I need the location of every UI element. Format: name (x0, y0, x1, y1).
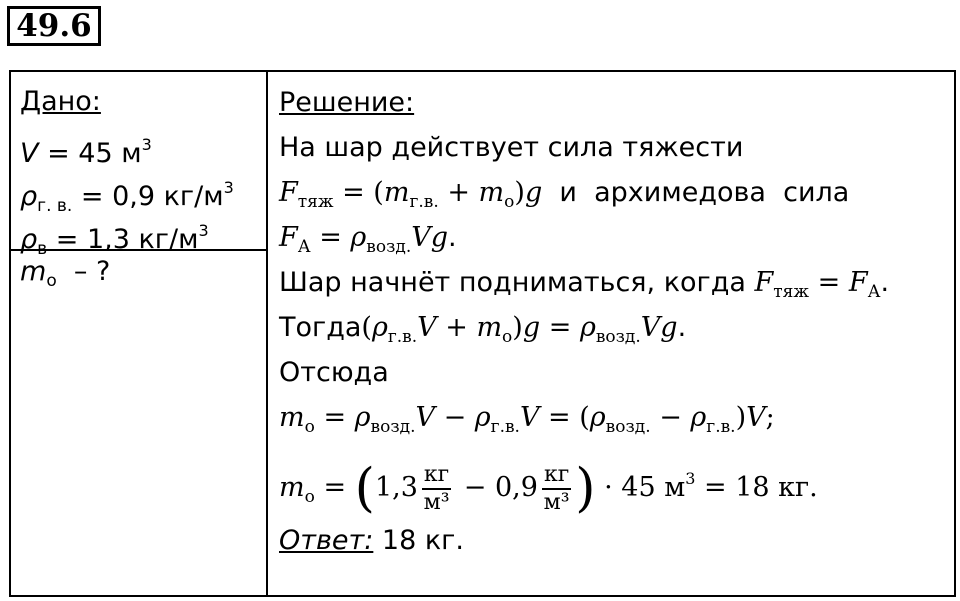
solution-line-2: $F_{тяж} = (m_{г.в.} + m_о)g$ и архимедова сила (279, 177, 850, 212)
given-heading: Дано: (20, 86, 101, 117)
solution-line-7: $m_о = \rho_{возд.}V - \rho_{г.в.}V = (\rho_{возд.} - \rho_{г.в.})V$; (279, 402, 775, 437)
solution-section (279, 80, 949, 563)
solution-heading: Решение: (279, 87, 415, 118)
given-section (20, 80, 234, 259)
fraction-kg-per-m3: $\frac{кг}{\text{м³}}$ (543, 461, 570, 515)
answer-value: 18 кг. (373, 525, 464, 556)
given-density-air: $\rho_в = 1,3$ $кг/м^3$ (20, 221, 209, 259)
unknown-quantity: $m_о$ – ? (20, 256, 111, 291)
fraction-kg-per-m3: $\frac{кг}{\text{м³}}$ (423, 461, 450, 515)
answer-line (279, 518, 949, 563)
problem-number: 49.6 (7, 6, 101, 46)
solution-line-3: $F_А = \rho_{возд.}Vg$. (279, 222, 457, 257)
solution-line-6: Отсюда (279, 357, 389, 388)
answer-label: Ответ: (279, 525, 374, 556)
solution-line-1: На шар действует сила тяжести (279, 132, 744, 163)
given-volume: V = 45 $м^3$ (20, 135, 152, 169)
solution-line-5: $Тогда(\rho_{г.в.}V + m_о)g = \rho_{возд.}Vg$. (279, 312, 687, 347)
solution-line-8: $m_о = (1,3$ $\frac{кг}{\text{м³}}$ − 0,9 $\frac{кг}{\text{м³}}$ ) · 45 $м^3 = 18$ кг. (279, 458, 818, 519)
solution-line-4: Шар начнёт подниматься, когда $F_{тяж} = F_А$. (279, 267, 890, 302)
column-divider (266, 72, 268, 595)
solution-table (9, 70, 956, 597)
given-density-hot-air: $\rho_{г. в.} = 0,9$ $кг/м^3$ (20, 178, 234, 216)
